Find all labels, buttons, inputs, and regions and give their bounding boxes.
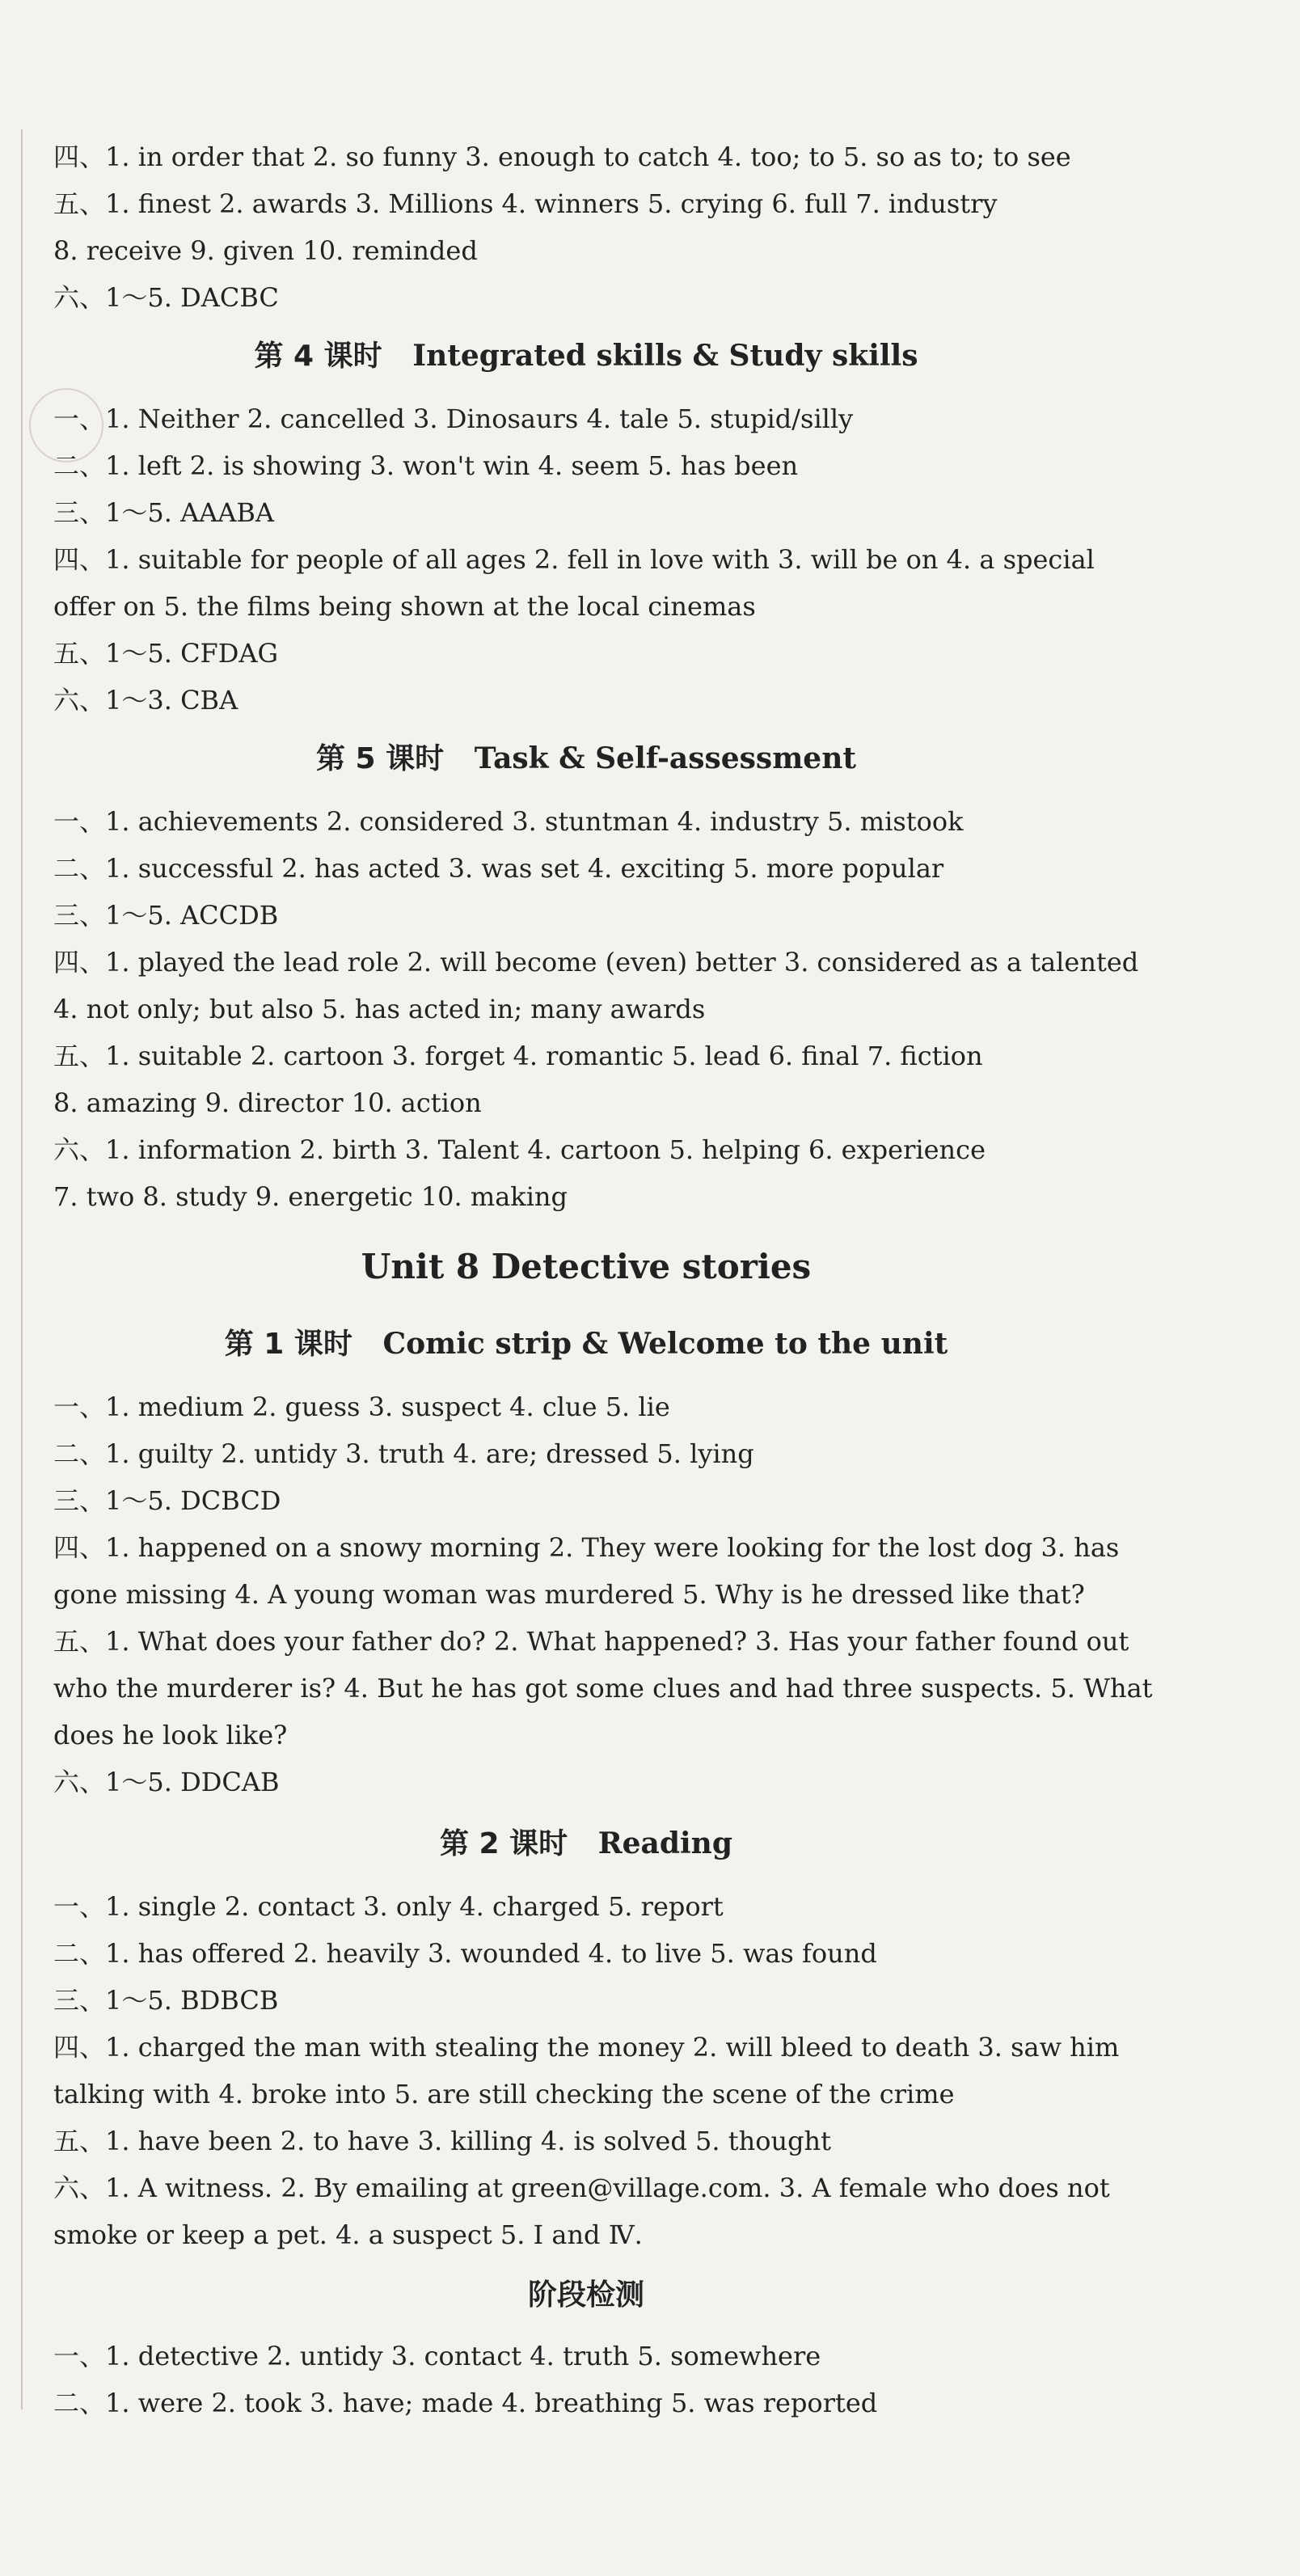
answer-line: offer on 5. the films being shown at the local cinemas (53, 591, 756, 622)
lesson-number: 第 2 课时 (439, 1827, 568, 1860)
answer-line: 六、1～5. DDCAB (53, 1767, 280, 1797)
answer-line: 四、1. charged the man with stealing the money 2. will bleed to death 3. saw him (53, 2032, 1120, 2063)
answer-line: 8. receive 9. given 10. reminded (53, 235, 478, 266)
answer-line: 四、1. in order that 2. so funny 3. enough to catch 4. too; to 5. so as to; to see (53, 141, 1071, 172)
answer-line: 8. amazing 9. director 10. action (53, 1087, 482, 1118)
answer-line: 六、1～3. CBA (53, 685, 238, 716)
answer-line: 二、1. has offered 2. heavily 3. wounded 4. to live 5. was found (53, 1938, 877, 1969)
answer-line: 四、1. happened on a snowy morning 2. They were looking for the lost dog 3. has (53, 1532, 1120, 1563)
answer-line: 三、1～5. DCBCD (53, 1485, 281, 1516)
answer-line: 4. not only; but also 5. has acted in; many awards (53, 994, 706, 1024)
lesson-title: Integrated skills & Study skills (412, 339, 918, 373)
answer-line: 六、1～5. DACBC (53, 282, 279, 313)
answer-line: 五、1～5. CFDAG (53, 638, 279, 669)
lesson-1-heading (0, 1320, 1172, 1368)
answer-line: 二、1. were 2. took 3. have; made 4. breathing 5. was reported (53, 2388, 878, 2418)
lesson-title: Comic strip & Welcome to the unit (382, 1327, 948, 1361)
answer-line: 二、1. left 2. is showing 3. won't win 4. seem 5. has been (53, 450, 799, 481)
answer-line: 一、1. achievements 2. considered 3. stuntman 4. industry 5. mistook (53, 806, 964, 837)
answer-line: smoke or keep a pet. 4. a suspect 5. Ⅰ and Ⅳ. (53, 2219, 643, 2250)
lesson-number: 第 1 课时 (224, 1328, 352, 1361)
lesson-4-heading (0, 332, 1172, 380)
answer-line: 四、1. played the lead role 2. will become (even) better 3. considered as a talented (53, 947, 1139, 978)
lesson-number: 第 4 课时 (254, 340, 382, 373)
answer-line: 四、1. suitable for people of all ages 2. fell in love with 3. will be on 4. a special (53, 544, 1095, 575)
answer-line: 一、1. Neither 2. cancelled 3. Dinosaurs 4. tale 5. stupid/silly (53, 403, 854, 434)
lesson-2-heading (0, 1819, 1172, 1868)
lesson-title: Reading (597, 1826, 733, 1860)
answer-line: 一、1. medium 2. guess 3. suspect 4. clue 5. lie (53, 1391, 670, 1422)
stage-test-title: 阶段检测 (527, 2278, 644, 2312)
answer-line: talking with 4. broke into 5. are still checking the scene of the crime (53, 2079, 955, 2109)
lesson-title: Task & Self-assessment (474, 741, 856, 775)
lesson-number: 第 5 课时 (315, 742, 445, 775)
stage-test-heading (0, 2270, 1172, 2319)
answer-line: 一、1. single 2. contact 3. only 4. charged 5. report (53, 1891, 724, 1922)
answer-line: 六、1. A witness. 2. By emailing at green@village.com. 3. A female who does not (53, 2173, 1110, 2203)
answer-line: 五、1. What does your father do? 2. What happened? 3. Has your father found out (53, 1626, 1129, 1657)
unit-title: Unit 8 Detective stories (361, 1247, 812, 1286)
answer-line: 一、1. detective 2. untidy 3. contact 4. truth 5. somewhere (53, 2341, 821, 2371)
answer-line: who the murderer is? 4. But he has got some clues and had three suspects. 5. What (53, 1673, 1153, 1704)
answer-line: 三、1～5. BDBCB (53, 1985, 279, 2016)
answer-line: 7. two 8. study 9. energetic 10. making (53, 1181, 568, 1212)
answer-line: 五、1. suitable 2. cartoon 3. forget 4. romantic 5. lead 6. final 7. fiction (53, 1041, 983, 1071)
answer-line: 五、1. have been 2. to have 3. killing 4. is solved 5. thought (53, 2126, 832, 2156)
answer-line: 五、1. finest 2. awards 3. Millions 4. winners 5. crying 6. full 7. industry (53, 188, 998, 219)
answer-line: does he look like? (53, 1720, 288, 1750)
answer-line: 二、1. successful 2. has acted 3. was set 4. exciting 5. more popular (53, 853, 944, 884)
answer-line: 三、1～5. ACCDB (53, 900, 279, 931)
answer-line: gone missing 4. A young woman was murdered 5. Why is he dressed like that? (53, 1579, 1085, 1610)
answer-line: 二、1. guilty 2. untidy 3. truth 4. are; dressed 5. lying (53, 1438, 754, 1469)
answer-line: 六、1. information 2. birth 3. Talent 4. cartoon 5. helping 6. experience (53, 1134, 986, 1165)
lesson-5-heading (0, 734, 1172, 783)
answer-line: 三、1～5. AAABA (53, 497, 275, 528)
